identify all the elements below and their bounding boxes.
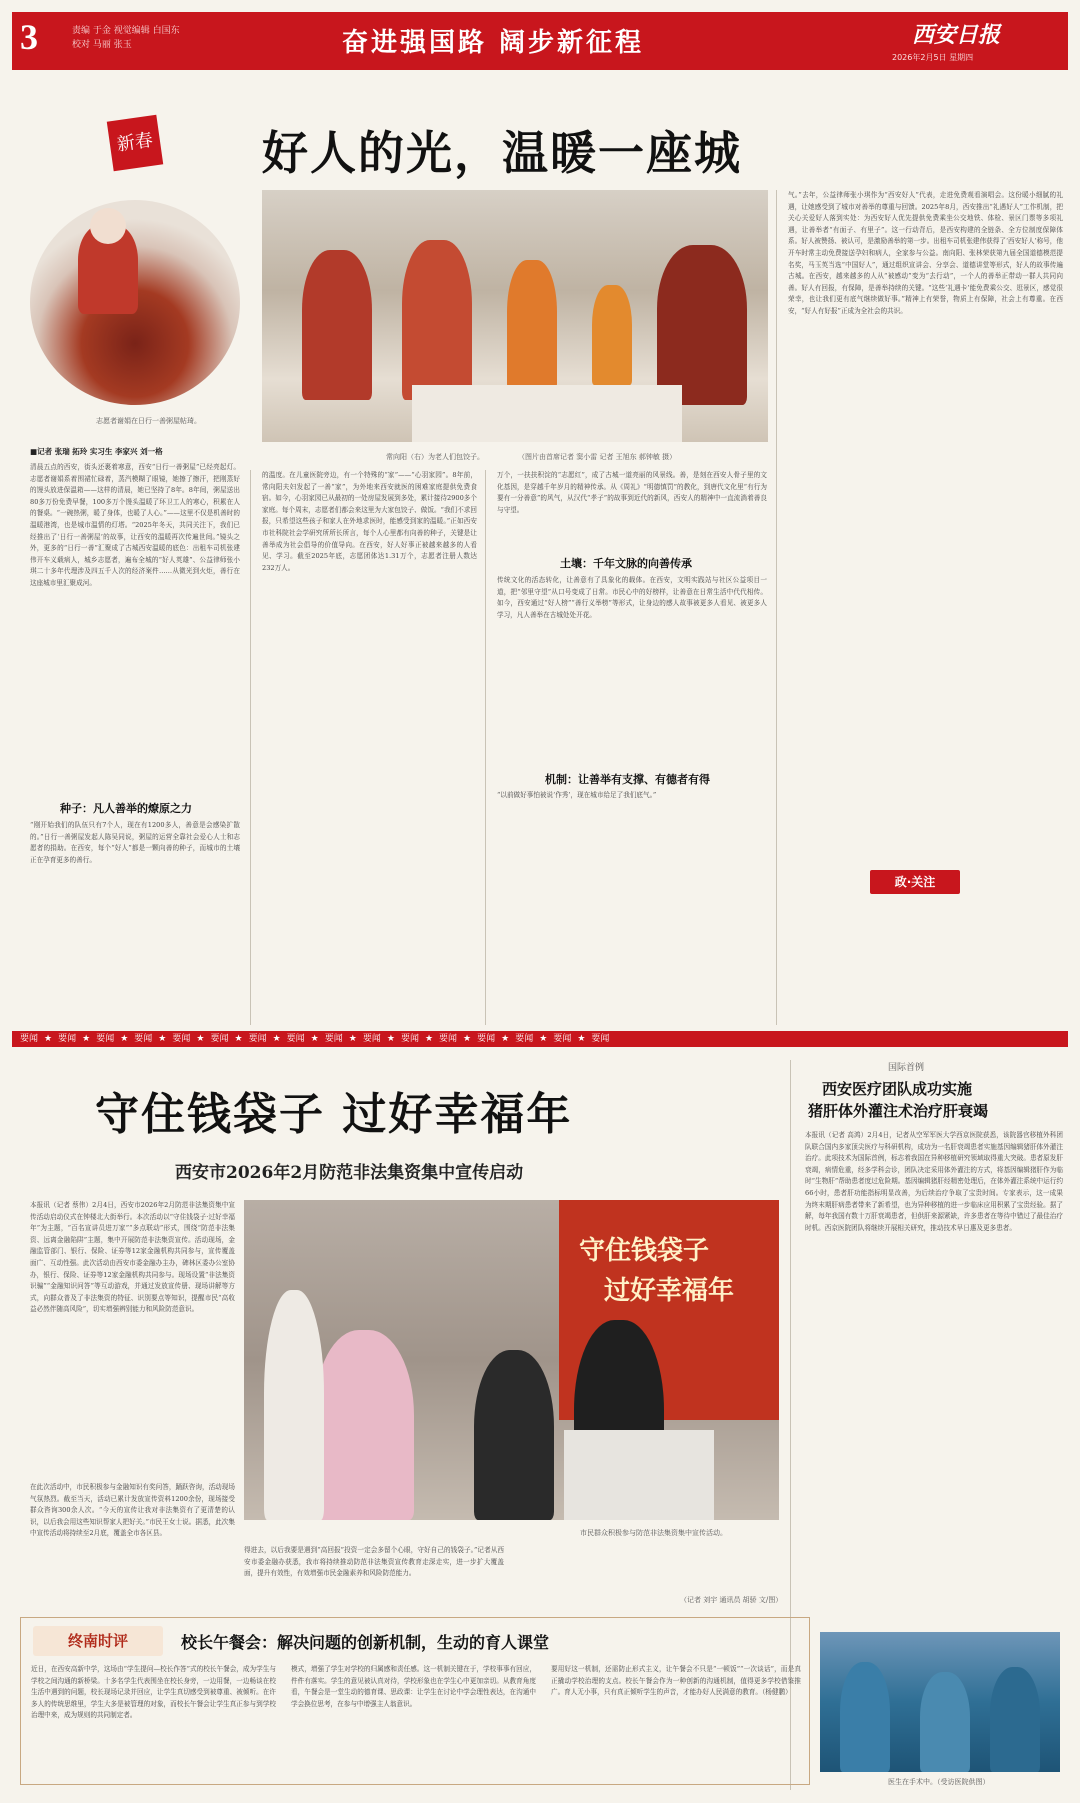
band-item: 要闻 bbox=[439, 1034, 458, 1044]
surgeon-figure bbox=[990, 1667, 1040, 1772]
poster-line-2: 过好幸福年 bbox=[604, 1276, 735, 1306]
band-item: 要闻 bbox=[210, 1034, 229, 1044]
commentary-box bbox=[20, 1617, 810, 1785]
commentary-column-2: 模式，增强了学生对学校的归属感和责任感。这一机制关键在于，学校事事有回应，件件有落实。学生的意见被认真对待，学校形象也在学生心中更加亲切。从教育角度看，午餐会是一堂生动的德育课、思政课：让学生在讨论中学会理性表达，在沟通中学会换位思考，在参与中增强主人翁意识。 bbox=[291, 1665, 536, 1708]
byline: ■记者 张瑞 拓玲 实习生 李家兴 刘一格 bbox=[30, 447, 163, 456]
story2-photo-caption: 市民群众积极参与防范非法集资集中宣传活动。 bbox=[580, 1529, 727, 1537]
commentary-headline: 校长午餐会：解决问题的创新机制，生动的育人课堂 bbox=[181, 1633, 550, 1652]
person-figure bbox=[302, 250, 372, 400]
info-table bbox=[564, 1430, 714, 1520]
story1-column-1b: “刚开始我们的队伍只有7个人，现在有1200多人，善意是会感染扩散的。”日行一善粥屋发起人陈吴同说，粥屋的运营全靠社会爱心人士和志愿者的捐助。在西安，每个“好人”都是一颗向善的种子，而城市的土壤正在孕育更多的善行。 bbox=[30, 821, 240, 864]
photo-main-caption: 常向阳（右）为老人们包饺子。 bbox=[386, 453, 484, 461]
surgeon-figure bbox=[920, 1672, 970, 1772]
band-item: 要闻 bbox=[553, 1034, 572, 1044]
politics-tag: 政·关注 bbox=[870, 870, 960, 894]
band-item: 要闻 bbox=[591, 1034, 610, 1044]
band-item: 要闻 bbox=[58, 1034, 77, 1044]
photo-left-caption: 志愿者谢娟在日行一善粥屋帖琦。 bbox=[96, 417, 201, 425]
story1-column-2: 的温度。在儿童医院旁边，有一个特殊的“家”——“心羽家园”。8年前，常向阳夫妇发起了一善“家”，为外地来西安就医的困难家庭提供免费食宿。如今，心羽家园已从最初的一处房屋发展到多处，累计接待2900多个家庭。每个周末，志愿者们都会来这里为大家包饺子、做饭。“我们不求回报，只希望这些孩子和家人在外地求医时，能感受到家的温暖。”正如西安市社科院社会学研究所所长所言，每个人心里都有向善的种子，关键是让善举成为社会倡导的价值导向。在西安，好人好事正被越来越多的人看见、学习。截至2025年底，志愿团体达1.31万个，志愿者注册人数达232万人。 bbox=[262, 471, 477, 572]
column-divider bbox=[485, 470, 486, 1025]
porridge-volunteer-photo bbox=[30, 200, 240, 405]
story2-subhead: 西安市2026年2月防范非法集资集中宣传启动 bbox=[175, 1163, 524, 1183]
commentary-column-3: 要用好这一机制，还需防止形式主义，让午餐会不只是“一顿饭”“一次谈话”，而是真正撬动学校治理的支点。校长午餐会作为一种创新的沟通机制，值得更多学校借鉴推广。育人无小事，只有真正倾听学生的声音，才能办好人民满意的教育。（杨健鹏） bbox=[551, 1665, 801, 1697]
child-figure bbox=[592, 285, 632, 385]
person-figure bbox=[314, 1330, 414, 1520]
story2-photo-credit: （记者 刘宇 通讯员 胡骄 文/图） bbox=[680, 1596, 783, 1604]
band-item: 要闻 bbox=[20, 1034, 39, 1044]
story3-photo-caption: 医生在手术中。（受访医院供图） bbox=[888, 1778, 990, 1786]
photo-credit: （图片由首席记者 窦小雷 记者 王旭东 郝钟敏 摄） bbox=[518, 453, 677, 461]
story3-kicker: 国际首例 bbox=[888, 1063, 925, 1073]
poster-line-1: 守住钱袋子 bbox=[579, 1236, 710, 1266]
band-item: 要闻 bbox=[400, 1034, 419, 1044]
page-header bbox=[12, 12, 1068, 70]
page-number: 3 bbox=[20, 17, 38, 57]
column-divider bbox=[250, 470, 251, 1025]
newspaper-logo: 西安日报 bbox=[912, 22, 1001, 48]
commentary-column-name: 终南时评 bbox=[33, 1626, 163, 1656]
band-item: 要闻 bbox=[172, 1034, 191, 1044]
section-heading-seed: 种子：凡人善举的燎原之力 bbox=[60, 802, 192, 815]
story1-column-3: 万个，一扶扶积淀的“志愿红”，成了古城一道亮丽的风景线。善，是刻在西安人骨子里的文化基因，是穿越千年岁月的精神传承。从《周礼》“明德慎罚”的教化，到唐代文化里“有行为要有一分善意”的风气，从汉代“孝子”的故事到近代的新风，西安人的精神中一直流淌着善良与守望。 bbox=[497, 471, 767, 514]
story3-body: 本报讯（记者 高鸿）2月4日，记者从空军军医大学西京医院获悉，该院器官移植外科团队联合国内多家顶尖医疗与科研机构，成功为一名肝衰竭患者实施基因编辑猪肝体外灌注治疗。此项技术为国际首例，标志着我国在异种移植研究领域取得重大突破。患者原发肝衰竭，病情危重，经多学科会诊，团队决定采用体外灌注的方式，将基因编辑猪肝作为临时“生物肝”帮助患者度过危险期。基因编辑猪肝经精密处理后，在体外灌注系统中运行约66小时，患者肝功能指标明显改善，为后续治疗争取了宝贵时间。专家表示，这一成果为终末期肝病患者带来了新希望，也为异种移植的进一步临床应用积累了宝贵经验。据了解，每年我国有数十万肝衰竭患者，但供肝来源紧缺，许多患者在等待中错过了最佳治疗时机。西京医院团队将继续开展相关研究，推动技术早日惠及更多患者。 bbox=[805, 1131, 1063, 1232]
person-figure bbox=[264, 1290, 324, 1520]
story3-headline-2: 猪肝体外灌注术治疗肝衰竭 bbox=[808, 1102, 989, 1120]
page-banner: 奋进强国路 阔步新征程 bbox=[342, 28, 645, 58]
person-figure bbox=[657, 245, 747, 405]
editor-info: 责编 于金 视觉编辑 白国东 校对 马丽 张玉 bbox=[72, 26, 180, 50]
issue-date: 2026年2月5日 星期四 bbox=[892, 53, 974, 62]
story1-column-3b: 传统文化的活态转化，让善意有了具象化的载体。在西安，文明实践站与社区公益项目一道，把“邻里守望”从口号变成了日常。市民心中的好榜样，让善意在日常生活中代代相传。如今，西安通过“好人榜”“善行义举榜”等形式，让身边的感人故事被更多人看见、被更多人学习，凡人善举在古城处处开花。 bbox=[497, 576, 767, 619]
band-item: 要闻 bbox=[515, 1034, 534, 1044]
band-item: 要闻 bbox=[324, 1034, 343, 1044]
section-heading-mechanism: 机制：让善举有支撑、有德者有得 bbox=[545, 773, 710, 786]
new-spring-badge: 新春 bbox=[107, 115, 163, 171]
surgeon-figure bbox=[840, 1662, 890, 1772]
band-item: 要闻 bbox=[96, 1034, 115, 1044]
band-item: 要闻 bbox=[134, 1034, 153, 1044]
story1-column-1: 清晨五点的西安，街头还裹着寒意，西安“日行一善粥屋”已经亮起灯。志愿者谢娟系着围裙忙碌着，蒸汽模糊了眼镜，她擦了擦汗，把刚蒸好的馒头放进保温箱——这样的清晨，她已坚持了8年。8年间，粥屋送出80多万份免费早餐，100多万个馒头温暖了环卫工人的寒心，积累在人的餐桌。“一碗热粥，暖了身体，也暖了人心。”——这里不仅是机善时的温暖港湾，也是城市温情的灯塔。“2025年冬天，共同关注下，我们已经推出了‘日行一善粥屋’的故事，让西安的温暖再次传遍世间。”镜头之外，更多的“日行一善”汇聚成了古城西安温暖的底色：出租车司机张建伟开车义载病人，城乡志愿者，遍布全城的“好人英雄”、公益律师张小琪二十多年代理涉及四五千人次的经济案件……从微光到火炬，善行在这座城市里汇聚成河。 bbox=[30, 463, 240, 587]
story1-column-3c: “以前做好事怕被说‘作秀’，现在城市给足了我们底气。” bbox=[497, 791, 657, 799]
section-band bbox=[12, 1031, 1068, 1047]
surgery-photo bbox=[820, 1632, 1060, 1772]
person-figure bbox=[474, 1350, 554, 1520]
person-figure bbox=[507, 260, 557, 390]
story2-column-2: 得进去，以后我要是遇到“高回报”投资一定会多留个心眼，守好自己的钱袋子。”记者从西安市委金融办获悉，我市将持续推动防范非法集资宣传教育走深走实，进一步扩大覆盖面，提升有效性，有效增强市民金融素养和风险防范能力。 bbox=[244, 1546, 504, 1578]
band-item: 要闻 bbox=[362, 1034, 381, 1044]
dumpling-making-photo bbox=[262, 190, 768, 442]
column-divider bbox=[776, 190, 777, 1025]
table bbox=[412, 385, 682, 442]
volunteer-head bbox=[90, 208, 126, 244]
person-figure bbox=[402, 240, 472, 400]
fraud-prevention-event-photo bbox=[244, 1200, 779, 1520]
band-item: 要闻 bbox=[248, 1034, 267, 1044]
story1-headline: 好人的光，温暖一座城 bbox=[262, 126, 742, 180]
band-item: 要闻 bbox=[286, 1034, 305, 1044]
story1-column-4: 气。”去年，公益律师张小琪作为“西安好人”代表，走进免费观看演唱会。这份暖小细腻的礼遇，让她感受到了城市对善举的尊重与回馈。2025年8月，西安推出“礼遇好人”工作机制，把关心关爱好人落到实处：为西安好人优先提供免费乘坐公交地铁、体检、景区门票等多项礼遇，让善举者“有面子、有里子”。这一行动背后，是西安构建的全链条、全方位制度保障体系。好人被赞扬、被认可，是激励善举的第一步。出租车司机张建伟获得了‘西安好人’称号，他开车时常主动免费接送孕妇和病人，全家参与公益。南向阳、张林荣获第九届全国道德模范提名奖，马玉英当选“中国好人”，通过组织宣讲会、分享会、道德讲堂等形式，好人的故事传遍古城。在西安，越来越多的人从“被感动”变为“去行动”，一个人的善举正带动一群人共同向善。好人有回报，有保障，是善举持续的关键。“这些‘礼遇卡’能免费乘公交、逛景区，感觉很荣幸，也让我们更有底气继续做好事。”精神上有荣誉，物质上有保障，社会上有尊重。在西安，“好人有好报”正成为全社会的共识。 bbox=[788, 191, 1063, 315]
story2-column-1: 本报讯（记者 蔡伟）2月4日，西安市2026年2月防范非法集资集中宣传活动启动仪式在钟楼北大街举行。本次活动以“守住钱袋子·过好幸福年”为主题，“百名宣讲员进万家”“多点联动”形式，围绕“防范非法集资、远离金融陷阱”主题，集中开展防范非法集资宣传。活动现场，金融监管部门、银行、保险、证券等12家金融机构共同参与，宣传覆盖面广、互动性强。此次活动由西安市委金融办主办，碑林区委办公室协办，银行、保险、证券等12家金融机构共同参与。现场设置“非法集资识骗”“金融知识问答”等互动游戏，并通过发放宣传册、现场讲解等方式，向群众普及了非法集资的特征、识别要点等知识，提醒市民“高收益必然伴随高风险”，切实增强辨别能力和风险防范意识。 bbox=[30, 1201, 235, 1314]
band-item: 要闻 bbox=[477, 1034, 496, 1044]
story3-headline-1: 西安医疗团队成功实施 bbox=[822, 1080, 973, 1098]
story2-headline: 守住钱袋子 过好幸福年 bbox=[95, 1089, 573, 1140]
section-heading-soil: 土壤：千年文脉的向善传承 bbox=[560, 557, 692, 570]
commentary-column-1: 近日，在西安高新中学，这场由“学生提问—校长作答”式的校长午餐会，成为学生与学校之间沟通的新桥梁。十多名学生代表围坐在校长身旁，一边用餐，一边畅谈在校生活中遇到的问题，校长现场记录并回应，让学生真切感受到被尊重、被倾听。在许多人的传统思维里，学生大多是被管理的对象，而校长午餐会让学生真正参与到学校治理中来，成为规则的共同制定者。 bbox=[31, 1665, 276, 1720]
band-items: 要闻 ★ 要闻 ★ 要闻 ★ 要闻 ★ 要闻 ★ 要闻 ★ 要闻 ★ 要闻 ★ 要闻 ★ 要闻 ★ 要闻 ★ 要闻 ★ 要闻 ★ 要闻 ★ 要闻 ★ 要闻 bbox=[12, 1031, 1068, 1047]
story2-column-1b: 在此次活动中，市民积极参与金融知识有奖问答，踊跃咨询，活动现场气氛热烈。截至当天，活动已累计发放宣传资料1200余份，现场接受群众咨询300余人次。“今天的宣传让我对非法集资有了更清楚的认识，以后我会用这些知识帮家人把好关。”市民王女士说。据悉，此次集中宣传活动将持续至2月底，覆盖全市各区县。 bbox=[30, 1483, 235, 1538]
